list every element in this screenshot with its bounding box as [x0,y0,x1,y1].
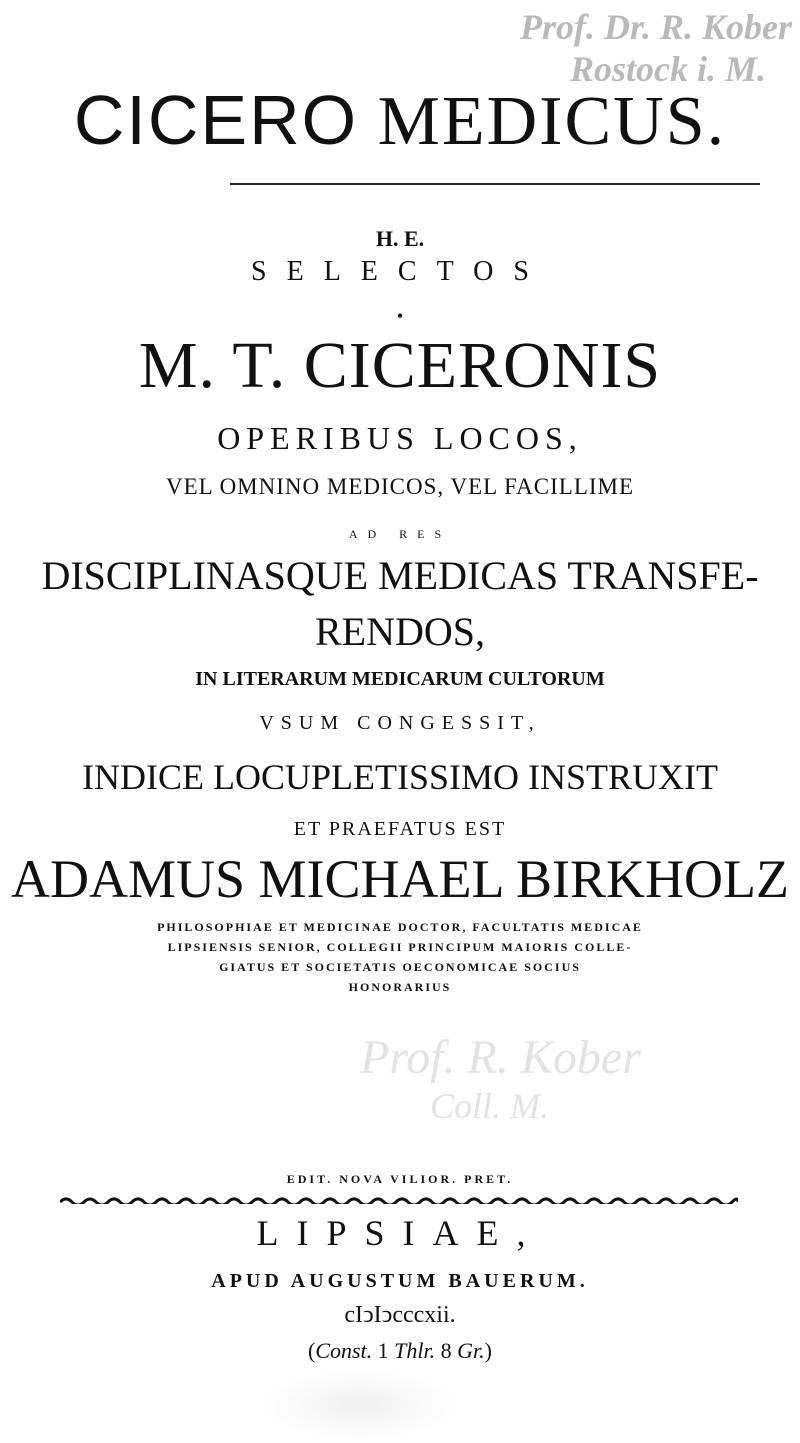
price-open: ( [307,1338,316,1363]
he-line: H. E. [375,226,425,251]
edition-note: EDIT. NOVA VILIOR. PRET. [286,1172,514,1186]
selectos-line: SELECTOS [251,256,549,287]
author-name: ADAMUS MICHAEL BIRKHOLZ [11,849,789,909]
imprint-city: LIPSIAE, [256,1213,544,1253]
price-line [0,1338,800,1364]
price-const: Const. [315,1338,373,1363]
price-amount: 1 [372,1338,395,1363]
main-title-word1: CICERO [73,81,359,159]
imprint-publisher: APUD AUGUSTUM BAUERUM. [211,1270,589,1292]
vsum-line: VSUM CONGESSIT, [259,712,541,734]
disciplinasque-line: DISCIPLINASQUE MEDICAS TRANSFE- [41,553,759,598]
author-credentials-2: LIPSIENSIS SENIOR, COLLEGII PRINCIPUM MAIORIS COLLE- [167,940,633,954]
paper-smudge [260,1370,460,1440]
main-title-word2: MEDICUS. [377,83,727,160]
main-title [0,80,800,162]
ownership-stamp-line2: Rostock i. M. [569,49,766,89]
faint-stamp-line2: Coll. M. [430,1086,550,1126]
ciceronis-line: M. T. CICERONIS [138,329,662,402]
author-credentials-1: PHILOSOPHIAE ET MEDICINAE DOCTOR, FACULTATIS MEDICAE [157,920,643,934]
ad-res-line: AD RES [348,527,452,541]
operibus-line: OPERIBUS LOCOS, [217,420,583,456]
price-thlr: Thlr. [394,1338,436,1363]
indice-line: INDICE LOCUPLETISSIMO INSTRUXIT [82,757,718,797]
praefatus-line: ET PRAEFATUS EST [293,818,507,840]
ownership-stamp-line1: Prof. Dr. R. Kober [519,7,792,47]
imprint-year: cIↄIↄcccxii. [344,1302,456,1328]
title-rule [230,183,760,185]
separator-dot: • [396,306,404,326]
author-credentials-4: HONORARIUS [348,980,452,994]
faint-stamp-line1: Prof. R. Kober [360,1031,641,1084]
literarum-line: IN LITERARUM MEDICARUM CULTORUM [195,668,605,690]
author-credentials-3: GIATUS ET SOCIETATIS OECONOMICAE SOCIUS [219,960,581,974]
vel-line: VEL OMNINO MEDICOS, VEL FACILLIME [165,474,635,499]
rendos-line: RENDOS, [314,609,486,654]
price-amount2: 8 [435,1338,458,1363]
price-close: ) [484,1338,492,1363]
ornamental-border [60,1196,738,1204]
price-gr: Gr. [457,1338,485,1363]
